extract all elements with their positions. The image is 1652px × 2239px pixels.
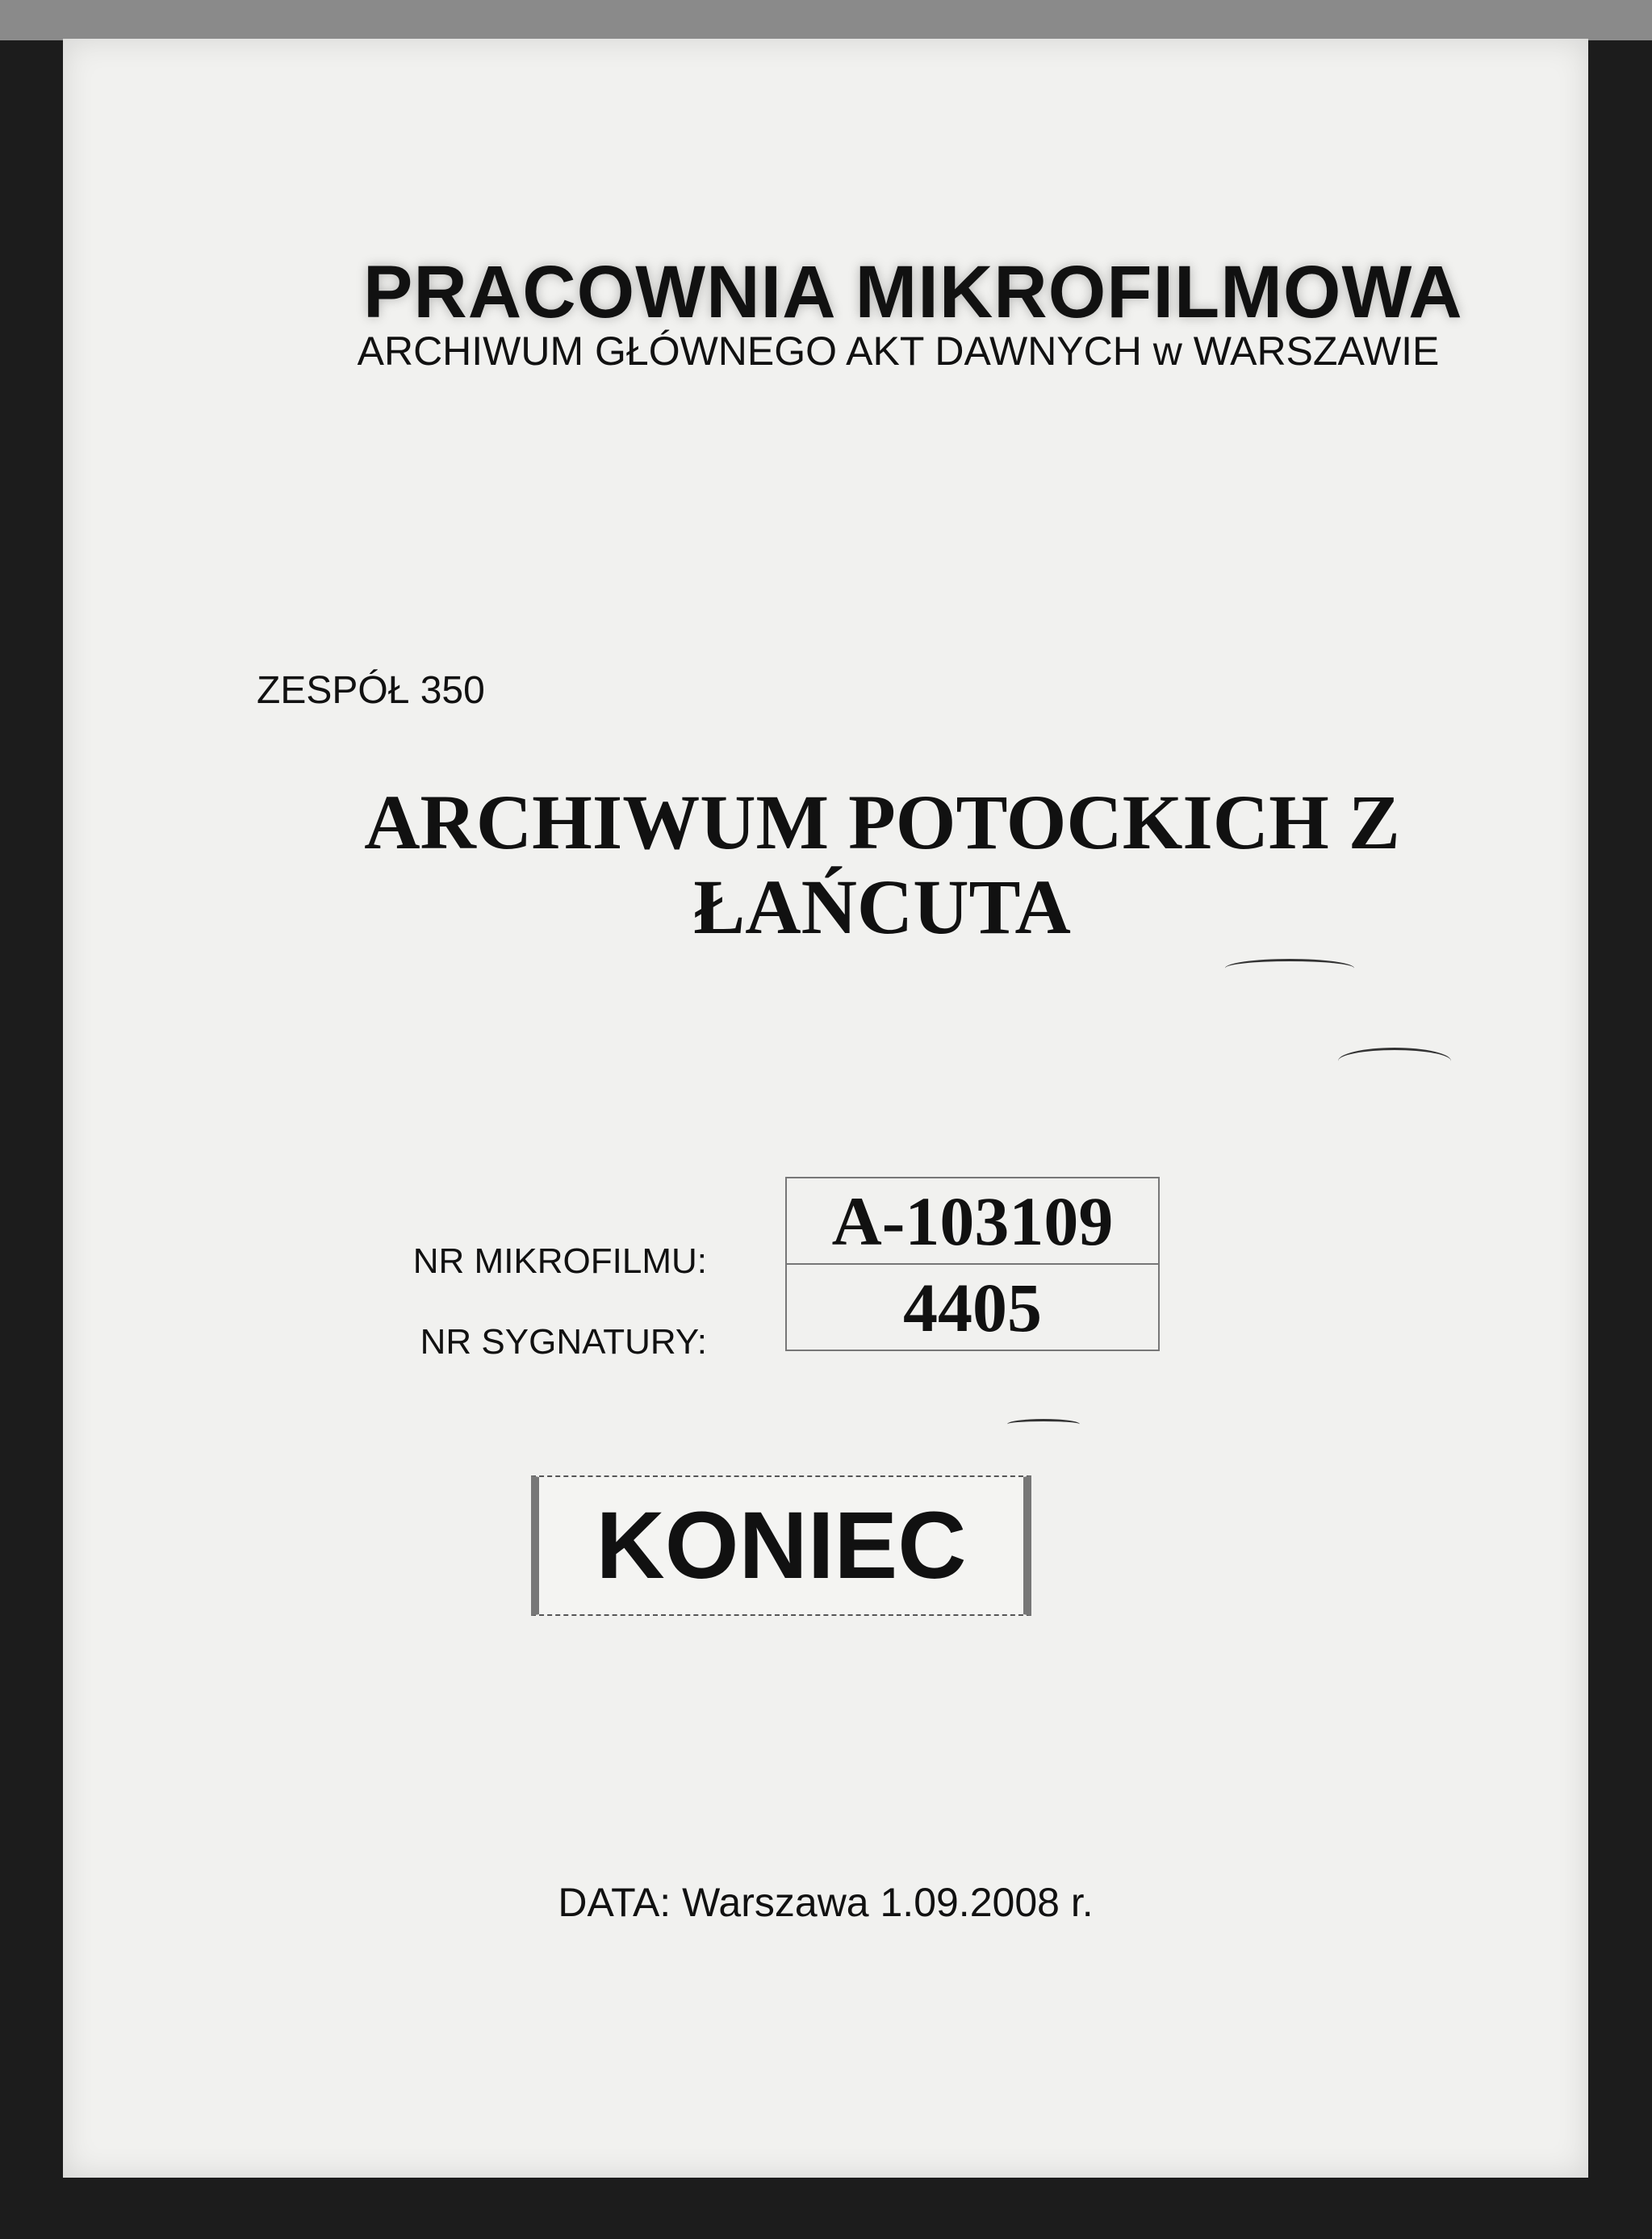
identifier-box — [785, 1177, 1160, 1351]
collection-title-line2: ŁAŃCUTA — [693, 864, 1071, 950]
institution-subtitle: ARCHIWUM GŁÓWNEGO AKT DAWNYCH w WARSZAWIE — [357, 329, 1440, 374]
date-line: DATA: Warszawa 1.09.2008 r. — [558, 1880, 1094, 1925]
collection-title-line1: ARCHIWUM POTOCKICH Z — [364, 779, 1400, 865]
end-stamp-label — [531, 1475, 1031, 1616]
fond-number: ZESPÓŁ 350 — [257, 669, 485, 712]
microfilm-number-label: NR MIKROFILMU: — [412, 1241, 707, 1281]
scratch-mark — [1338, 1048, 1451, 1074]
film-frame-edge — [0, 0, 1652, 40]
end-stamp-text: KONIEC — [596, 1492, 967, 1599]
scratch-mark — [1007, 1419, 1080, 1429]
microfilm-target-sheet — [63, 39, 1588, 2178]
signature-number-value: 4405 — [787, 1263, 1158, 1350]
scratch-mark — [1225, 959, 1354, 977]
signature-number-label: NR SYGNATURY: — [420, 1322, 707, 1362]
microfilm-number-value: A-103109 — [831, 1182, 1114, 1260]
institution-title: PRACOWNIA MIKROFILMOWA — [363, 251, 1463, 333]
